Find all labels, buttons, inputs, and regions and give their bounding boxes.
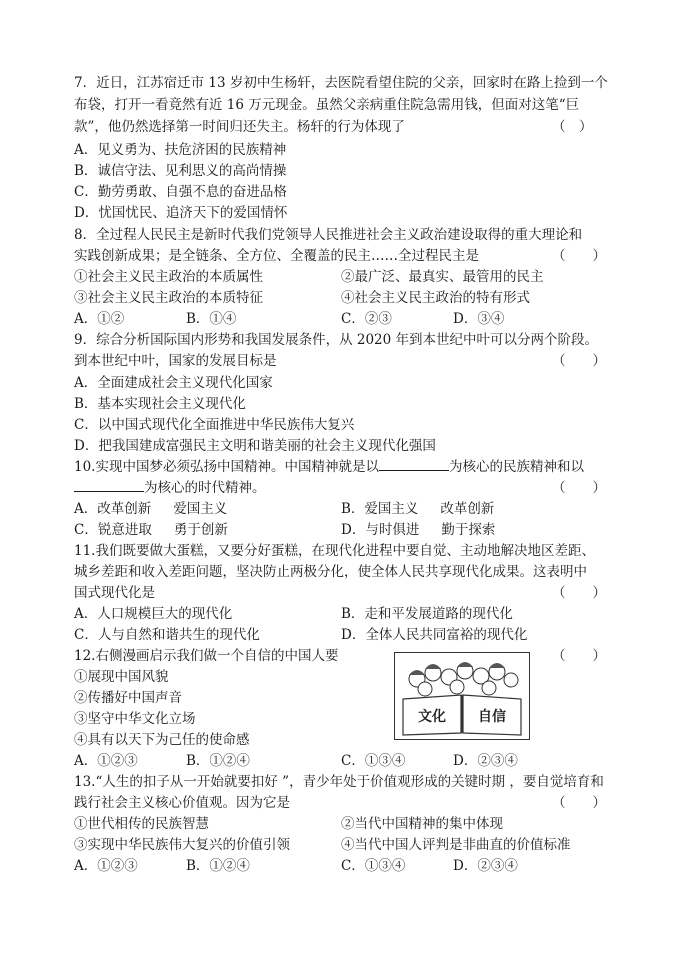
q10-option-a-word1: A．改革创新	[74, 501, 152, 517]
q13-option-b: B．①②④	[186, 858, 250, 874]
q12-statement-2: ②传播好中国声音	[74, 690, 182, 706]
q9-option-d: D．把我国建成富强民主文明和谐美丽的社会主义现代化强国	[74, 438, 436, 454]
q11-option-b: B．走和平发展道路的现代化	[341, 606, 513, 622]
q10-option-a-word2: 爱国主义	[173, 501, 228, 517]
q13-stem-line2: 践行社会主义核心价值观。因为它是	[74, 795, 290, 811]
q8-stem-line2: 实践创新成果；是全链条、全方位、全覆盖的民主……全过程民主是	[74, 248, 479, 264]
q10-stem-line2	[74, 479, 266, 497]
cartoon-drawing	[395, 653, 529, 739]
cartoon-illustration	[394, 652, 530, 740]
q10-option-c	[74, 521, 228, 539]
q10-blank-2	[74, 479, 144, 492]
q10-stem-part1: 10.实现中国梦必须弘扬中国精神。中国精神就是以	[74, 459, 379, 475]
q8-answer-paren: （ ）	[552, 248, 606, 264]
q10-option-d	[341, 521, 495, 539]
q9-answer-paren: （ ）	[552, 353, 606, 369]
q7-option-b: B．诚信守法、见利思义的高尚情操	[74, 163, 287, 179]
q11-option-a: A．人口规模巨大的现代化	[74, 606, 233, 622]
q8-stem-line1: 8．全过程人民民主是新时代我们党领导人民推进社会主义政治建设取得的重大理论和	[74, 227, 583, 243]
q13-statement-1: ①世代相传的民族智慧	[74, 816, 209, 832]
q10-option-b-word1: B．爱国主义	[341, 501, 419, 517]
q9-stem-line2: 到本世纪中叶，国家的发展目标是	[74, 353, 277, 369]
q8-statement-2: ②最广泛、最真实、最管用的民主	[341, 269, 544, 285]
q11-option-c: C．人与自然和谐共生的现代化	[74, 627, 260, 643]
q11-stem-line1: 11.我们既要做大蛋糕，又要分好蛋糕，在现代化进程中要自觉、主动地解决地区差距、	[74, 543, 595, 559]
q12-statement-3: ③坚守中华文化立场	[74, 711, 196, 727]
q12-option-a: A．①②③	[74, 753, 138, 769]
q13-answer-paren: （ ）	[552, 795, 606, 811]
q9-option-c: C．以中国式现代化全面推进中华民族伟大复兴	[74, 417, 355, 433]
q9-option-b: B．基本实现社会主义现代化	[74, 396, 246, 412]
q12-answer-paren: （ ）	[552, 648, 606, 664]
q8-statement-1: ①社会主义民主政治的本质属性	[74, 269, 263, 285]
cartoon-label-right: 自信	[478, 708, 506, 724]
q12-option-d: D．②③④	[453, 753, 518, 769]
q10-blank-1	[379, 458, 449, 471]
q12-option-b: B．①②④	[186, 753, 250, 769]
q10-option-b	[341, 500, 494, 518]
q7-option-c: C．勤劳勇敢、自强不息的奋进品格	[74, 184, 287, 200]
q11-stem-line3: 国式现代化是	[74, 585, 155, 601]
q10-stem-line1	[74, 458, 584, 476]
q12-stem-line1: 12.右侧漫画启示我们做一个自信的中国人要	[74, 648, 339, 664]
q10-option-d-word2: 勤于探索	[441, 522, 496, 538]
q7-stem-line2: 布袋，打开一看竟然有近 16 万元现金。虽然父亲病重住院急需用钱，但面对这笔“巨	[74, 97, 580, 113]
q10-option-c-word1: C．锐意进取	[74, 522, 152, 538]
q10-option-d-word1: D．与时俱进	[341, 522, 420, 538]
q11-option-d: D．全体人民共同富裕的现代化	[341, 627, 528, 643]
q7-option-d: D．忧国忧民、追济天下的爱国情怀	[74, 205, 288, 221]
q9-stem-line1: 9．综合分析国际国内形势和我国发展条件，从 2020 年到本世纪中叶可以分两个阶段。	[74, 332, 599, 348]
q12-option-c: C．①③④	[341, 753, 406, 769]
q13-option-a: A．①②③	[74, 858, 138, 874]
q7-stem-line1: 7．近日，江苏宿迁市 13 岁初中生杨轩，去医院看望住院的父亲，回家时在路上捡到一个	[74, 75, 608, 91]
q10-option-b-word2: 改革创新	[440, 501, 495, 517]
q7-answer-paren: （ ）	[552, 119, 593, 135]
q11-stem-line2: 城乡差距和收入差距问题，坚决防止两极分化，使全体人民共享现代化成果。这表明中	[74, 564, 587, 580]
q10-stem-part2: 为核心的民族精神和以	[448, 459, 584, 475]
q10-stem-part3: 为核心的时代精神。	[144, 480, 266, 496]
q13-stem-line1: 13.“人生的扣子从一开始就要扣好 ”，青少年处于价值观形成的关键时期 ，要自觉培育和	[74, 774, 604, 790]
q12-statement-4: ④具有以天下为己任的使命感	[74, 732, 250, 748]
q8-statement-3: ③社会主义民主政治的本质特征	[74, 290, 263, 306]
q7-stem-line3: 款”，他仍然选择第一时间归还失主。杨轩的行为体现了	[74, 119, 405, 135]
q13-statement-2: ②当代中国精神的集中体现	[341, 816, 503, 832]
q12-statement-1: ①展现中国风貌	[74, 669, 169, 685]
q13-option-d: D．②③④	[453, 858, 518, 874]
q8-option-b: B．①④	[186, 311, 237, 327]
q13-statement-4: ④当代中国人评判是非曲直的价值标准	[341, 837, 571, 853]
cartoon-label-left: 文化	[418, 708, 446, 724]
q10-option-a	[74, 500, 227, 518]
q8-statement-4: ④社会主义民主政治的特有形式	[341, 290, 530, 306]
q7-option-a: A．见义勇为、扶危济困的民族精神	[74, 142, 287, 158]
q8-option-a: A．①②	[74, 311, 125, 327]
q8-option-d: D．③④	[453, 311, 505, 327]
q13-statement-3: ③实现中华民族伟大复兴的价值引领	[74, 837, 290, 853]
q13-option-c: C．①③④	[341, 858, 406, 874]
q10-answer-paren: （ ）	[552, 480, 606, 496]
q9-option-a: A．全面建成社会主义现代化国家	[74, 375, 273, 391]
q11-answer-paren: （ ）	[552, 585, 606, 601]
q8-option-c: C．②③	[341, 311, 392, 327]
q10-option-c-word2: 勇于创新	[173, 522, 228, 538]
